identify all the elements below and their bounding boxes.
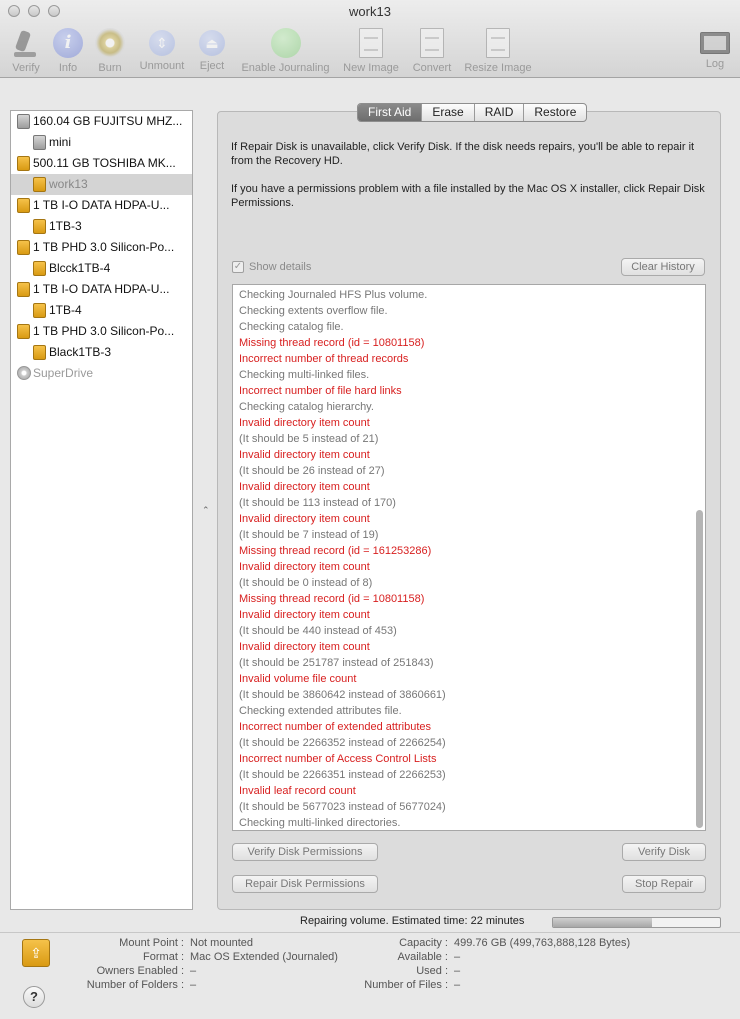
resize-image-button[interactable]	[463, 28, 533, 74]
used-label: Used :	[416, 965, 448, 977]
log-line: Checking Journaled HFS Plus volume.	[239, 289, 428, 301]
external-disk-icon	[33, 219, 46, 234]
show-details-label: Show details	[249, 261, 312, 273]
verify-label: Verify	[12, 62, 40, 74]
log-line: Incorrect number of thread records	[239, 353, 409, 365]
burn-button[interactable]	[94, 28, 126, 74]
external-disk-icon	[33, 261, 46, 276]
sidebar-item-phd-disk-1[interactable]	[11, 237, 192, 258]
log-line: Invalid directory item count	[239, 449, 370, 461]
external-disk-icon	[33, 177, 46, 192]
log-line: Invalid directory item count	[239, 481, 370, 493]
log-line: Invalid directory item count	[239, 417, 370, 429]
log-line: Invalid directory item count	[239, 513, 370, 525]
resize-image-icon	[486, 28, 510, 58]
sidebar-item-label: 1TB-4	[49, 303, 82, 317]
window-toolbar	[0, 0, 740, 78]
optical-disc-icon	[17, 366, 31, 380]
log-button[interactable]	[700, 28, 730, 74]
log-line: Missing thread record (id = 10801158)	[239, 593, 425, 605]
external-disk-icon	[17, 324, 30, 339]
show-details-checkbox[interactable]: ✓	[233, 261, 243, 272]
available-label: Available :	[397, 951, 448, 963]
sidebar-item-work13[interactable]	[11, 174, 192, 195]
eject-label: Eject	[199, 60, 225, 72]
unmount-icon: ⇕	[149, 30, 175, 56]
sidebar-item-superdrive[interactable]	[11, 363, 192, 384]
mount-point-value: Not mounted	[190, 937, 253, 949]
burn-disc-icon	[95, 28, 125, 58]
sidebar-item-fujitsu-disk[interactable]	[11, 111, 192, 132]
available-value: –	[454, 951, 461, 963]
info-label: Info	[58, 62, 78, 74]
resize-image-label: Resize Image	[464, 62, 532, 74]
external-disk-icon	[33, 345, 46, 360]
log-line: (It should be 251787 instead of 251843)	[239, 657, 434, 669]
tab-restore[interactable]: Restore	[523, 104, 586, 121]
permissions-help-text: If you have a permissions problem with a file installed by the Mac OS X installer, click Repair Disk Permissions.	[231, 183, 705, 209]
sidebar-item-black1tb-3[interactable]	[11, 342, 192, 363]
sidebar-item-iodata-disk-1[interactable]	[11, 195, 192, 216]
microscope-icon	[11, 28, 41, 58]
convert-icon	[420, 28, 444, 58]
log-line: Checking catalog file.	[239, 321, 344, 333]
sidebar-item-1tb-4[interactable]	[11, 300, 192, 321]
clear-history-button[interactable]: Clear History	[621, 258, 705, 276]
convert-label: Convert	[412, 62, 452, 74]
burn-label: Burn	[98, 62, 122, 74]
log-line: Checking extended attributes file.	[239, 705, 402, 717]
sidebar-item-label: Black1TB-3	[49, 345, 112, 359]
owners-enabled-label: Owners Enabled :	[96, 965, 184, 977]
splitter-handle-icon[interactable]: ⌃	[202, 505, 210, 515]
log-label: Log	[705, 58, 725, 70]
log-line: Invalid directory item count	[239, 641, 370, 653]
stop-repair-button[interactable]: Stop Repair	[622, 875, 706, 893]
sidebar-item-label: 500.11 GB TOSHIBA MK...	[33, 156, 176, 170]
sidebar-item-label: 1TB-3	[49, 219, 82, 233]
number-of-folders-value: –	[190, 979, 197, 991]
log-icon	[700, 32, 730, 54]
sidebar-item-toshiba-disk[interactable]	[11, 153, 192, 174]
log-line: (It should be 0 instead of 8)	[239, 577, 373, 589]
verify-button[interactable]	[8, 28, 44, 74]
log-line: (It should be 3860642 instead of 3860661)	[239, 689, 446, 701]
number-of-files-label: Number of Files :	[364, 979, 448, 991]
log-line: Invalid directory item count	[239, 561, 370, 573]
disk-list[interactable]	[10, 110, 193, 910]
log-line: (It should be 440 instead of 453)	[239, 625, 397, 637]
repair-disk-help-text: If Repair Disk is unavailable, click Verify Disk. If the disk needs repairs, you'll be able to repair it from the Recovery HD.	[231, 141, 695, 167]
log-line: Incorrect number of Access Control Lists	[239, 753, 437, 765]
number-of-files-value: –	[454, 979, 461, 991]
convert-button[interactable]	[410, 28, 454, 74]
log-line: Incorrect number of extended attributes	[239, 721, 431, 733]
info-icon: i	[53, 28, 83, 58]
repair-progress-bar	[552, 917, 721, 928]
log-line: Invalid directory item count	[239, 609, 370, 621]
mount-point-label: Mount Point :	[119, 937, 184, 949]
format-label: Format :	[143, 951, 184, 963]
eject-icon: ⏏	[199, 30, 225, 56]
external-disk-icon	[17, 156, 30, 171]
hard-disk-icon	[33, 135, 46, 150]
log-line: Missing thread record (id = 10801158)	[239, 337, 425, 349]
log-line: (It should be 2266351 instead of 2266253)	[239, 769, 446, 781]
footer-divider	[0, 932, 740, 933]
tab-raid[interactable]: RAID	[474, 104, 524, 121]
window-title: work13	[349, 4, 391, 19]
log-line: (It should be 7 instead of 19)	[239, 529, 379, 541]
enable-journaling-button[interactable]	[239, 28, 332, 74]
sidebar-item-label: 1 TB PHD 3.0 Silicon-Po...	[33, 240, 175, 254]
sidebar-item-label: Blcck1TB-4	[49, 261, 111, 275]
journaling-label: Enable Journaling	[241, 62, 330, 74]
number-of-folders-label: Number of Folders :	[86, 979, 184, 991]
owners-enabled-value: –	[190, 965, 197, 977]
log-line: (It should be 5677023 instead of 5677024)	[239, 801, 446, 813]
format-value: Mac OS Extended (Journaled)	[190, 951, 338, 963]
sidebar-item-label: SuperDrive	[33, 366, 94, 380]
new-image-label: New Image	[343, 62, 399, 74]
repair-log[interactable]	[232, 284, 706, 831]
sidebar-item-iodata-disk-2[interactable]	[11, 279, 192, 300]
hard-disk-icon	[17, 114, 30, 129]
sidebar-item-phd-disk-2[interactable]	[11, 321, 192, 342]
log-line: Checking extents overflow file.	[239, 305, 388, 317]
sidebar-item-label: 1 TB PHD 3.0 Silicon-Po...	[33, 324, 175, 338]
sidebar-item-label: work13	[49, 177, 88, 191]
tab-bar	[357, 103, 587, 122]
new-image-icon	[359, 28, 383, 58]
external-disk-icon	[17, 240, 30, 255]
sidebar-item-label: mini	[49, 135, 72, 149]
repair-disk-permissions-button[interactable]: Repair Disk Permissions	[232, 875, 378, 893]
info-button[interactable]	[52, 28, 84, 74]
external-disk-icon	[17, 198, 30, 213]
verify-disk-button[interactable]: Verify Disk	[622, 843, 706, 861]
sidebar-item-label: 160.04 GB FUJITSU MHZ...	[33, 114, 183, 128]
tab-first-aid[interactable]: First Aid	[358, 104, 421, 121]
log-line: Incorrect number of file hard links	[239, 385, 402, 397]
log-line: Missing thread record (id = 161253286)	[239, 545, 432, 557]
log-line: Checking multi-linked directories.	[239, 817, 401, 829]
log-line: (It should be 2266352 instead of 2266254)	[239, 737, 446, 749]
journaling-icon	[271, 28, 301, 58]
sidebar-item-label: 1 TB I-O DATA HDPA-U...	[33, 282, 170, 296]
log-line: Invalid leaf record count	[239, 785, 356, 797]
usb-drive-icon: ⇪	[22, 939, 50, 967]
external-disk-icon	[33, 303, 46, 318]
capacity-label: Capacity :	[399, 937, 448, 949]
status-text: Repairing volume. Estimated time: 22 minutes	[300, 915, 525, 927]
sidebar-item-1tb-3[interactable]	[11, 216, 192, 237]
log-line: (It should be 26 instead of 27)	[239, 465, 385, 477]
external-disk-icon	[17, 282, 30, 297]
sidebar-item-mini[interactable]	[11, 132, 192, 153]
sidebar-item-blcck1tb-4[interactable]	[11, 258, 192, 279]
progress-fill	[553, 918, 652, 927]
log-scrollbar[interactable]	[696, 510, 703, 828]
log-line: (It should be 113 instead of 170)	[239, 497, 396, 509]
unmount-label: Unmount	[139, 60, 185, 72]
help-button[interactable]: ?	[23, 986, 45, 1008]
tab-erase[interactable]: Erase	[421, 104, 473, 121]
new-image-button[interactable]	[342, 28, 400, 74]
used-value: –	[454, 965, 461, 977]
log-line: Checking multi-linked files.	[239, 369, 370, 381]
sidebar-item-label: 1 TB I-O DATA HDPA-U...	[33, 198, 170, 212]
unmount-button[interactable]	[136, 28, 188, 74]
eject-button[interactable]	[196, 28, 228, 74]
log-line: Checking catalog hierarchy.	[239, 401, 374, 413]
log-line: Invalid volume file count	[239, 673, 357, 685]
capacity-value: 499.76 GB (499,763,888,128 Bytes)	[454, 937, 631, 949]
log-line: (It should be 5 instead of 21)	[239, 433, 379, 445]
verify-disk-permissions-button[interactable]: Verify Disk Permissions	[232, 843, 378, 861]
